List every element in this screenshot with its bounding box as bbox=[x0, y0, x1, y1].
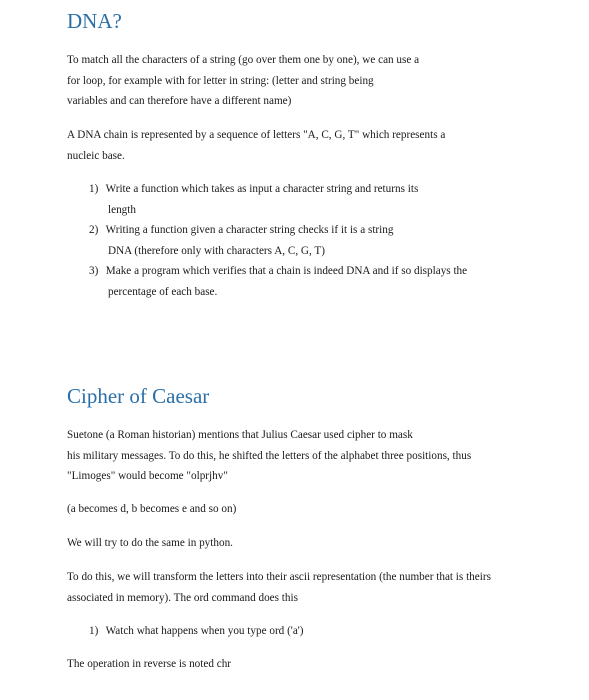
caesar-list-item-1 bbox=[89, 621, 304, 642]
list-number: 1) bbox=[89, 625, 99, 637]
list-text-continued: percentage of each base. bbox=[108, 285, 218, 298]
dna-list-item-1 bbox=[89, 179, 418, 220]
list-text: Make a program which verifies that a chain is indeed DNA and if so displays the bbox=[105, 265, 468, 277]
dna-paragraph-1-line-3: variables and can therefore have a different name) bbox=[67, 95, 292, 107]
list-text: Write a function which takes as input a character string and returns its bbox=[105, 183, 419, 195]
dna-paragraph-2-line-1: A DNA chain is represented by a sequence of letters "A, C, G, T" which represents a bbox=[67, 129, 446, 141]
list-number: 2) bbox=[89, 224, 99, 236]
caesar-paragraph-4 bbox=[67, 567, 491, 608]
dna-list-item-3 bbox=[89, 261, 467, 302]
dna-list-item-2 bbox=[89, 220, 393, 261]
list-text-continued: DNA (therefore only with characters A, C, G, T) bbox=[108, 244, 325, 257]
caesar-paragraph-3: We will try to do the same in python. bbox=[67, 537, 233, 549]
dna-paragraph-1 bbox=[67, 50, 419, 112]
list-number: 1) bbox=[89, 183, 99, 195]
caesar-paragraph-1-line-2: his military messages. To do this, he shifted the letters of the alphabet three positions, thus bbox=[67, 449, 472, 462]
caesar-paragraph-1-line-1: Suetone (a Roman historian) mentions that Julius Caesar used cipher to mask bbox=[67, 429, 413, 441]
caesar-paragraph-5: The operation in reverse is noted chr bbox=[67, 658, 232, 670]
dna-paragraph-2 bbox=[67, 125, 445, 166]
list-text-continued: length bbox=[108, 203, 136, 216]
caesar-paragraph-1-line-3: "Limoges" would become "olprjhv" bbox=[67, 470, 228, 482]
dna-paragraph-1-line-1: To match all the characters of a string (go over them one by one), we can use a bbox=[67, 54, 420, 66]
caesar-heading: Cipher of Caesar bbox=[67, 384, 210, 408]
caesar-paragraph-1 bbox=[67, 425, 471, 487]
dna-paragraph-2-line-2: nucleic base. bbox=[67, 149, 125, 162]
dna-heading: DNA? bbox=[67, 9, 122, 33]
caesar-paragraph-4-line-2: associated in memory). The ord command does this bbox=[67, 591, 298, 604]
dna-paragraph-1-line-2: for loop, for example with for letter in string: (letter and string being bbox=[67, 74, 374, 87]
caesar-paragraph-2: (a becomes d, b becomes e and so on) bbox=[67, 503, 237, 515]
list-text: Writing a function given a character string checks if it is a string bbox=[105, 224, 394, 236]
caesar-paragraph-4-line-1: To do this, we will transform the letters into their ascii representation (the number that is theirs bbox=[67, 571, 491, 583]
list-text: Watch what happens when you type ord ('a') bbox=[105, 625, 304, 637]
list-number: 3) bbox=[89, 265, 99, 277]
